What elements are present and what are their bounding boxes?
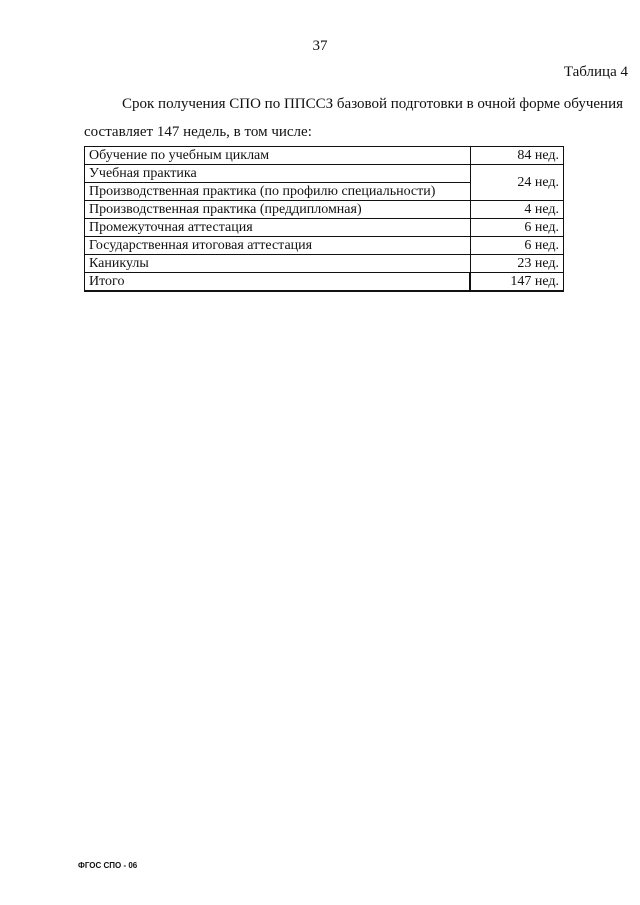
row-label: Промежуточная аттестация — [85, 219, 471, 237]
row-value: 84 нед. — [470, 147, 564, 165]
row-label: Учебная практика — [85, 165, 471, 183]
row-value: 6 нед. — [470, 219, 564, 237]
intro-line-2: составляет 147 недель, в том числе: — [84, 124, 312, 140]
row-label: Каникулы — [85, 255, 471, 273]
footer-code: ФГОС СПО - 06 — [78, 861, 138, 870]
table-row — [85, 255, 564, 273]
row-value: 6 нед. — [470, 237, 564, 255]
row-value: 147 нед. — [470, 273, 564, 292]
table-row — [85, 201, 564, 219]
table-row — [85, 237, 564, 255]
row-label: Государственная итоговая аттестация — [85, 237, 471, 255]
table-row — [85, 147, 564, 165]
table-row-total — [85, 273, 564, 292]
row-label: Обучение по учебным циклам — [85, 147, 471, 165]
row-value: 23 нед. — [470, 255, 564, 273]
row-value: 4 нед. — [470, 201, 564, 219]
table-label: Таблица 4 — [563, 64, 628, 80]
intro-paragraph — [84, 90, 624, 146]
row-label: Производственная практика (по профилю специальности) — [85, 183, 471, 201]
study-weeks-table — [84, 146, 564, 292]
row-label: Производственная практика (преддипломная) — [85, 201, 471, 219]
table-row — [85, 165, 564, 183]
table-row — [85, 219, 564, 237]
page-number: 37 — [312, 38, 328, 54]
row-label: Итого — [85, 273, 471, 292]
row-value: 24 нед. — [470, 165, 564, 201]
intro-line-1: Срок получения СПО по ППССЗ базовой подготовки в очной форме обучения — [122, 96, 623, 112]
